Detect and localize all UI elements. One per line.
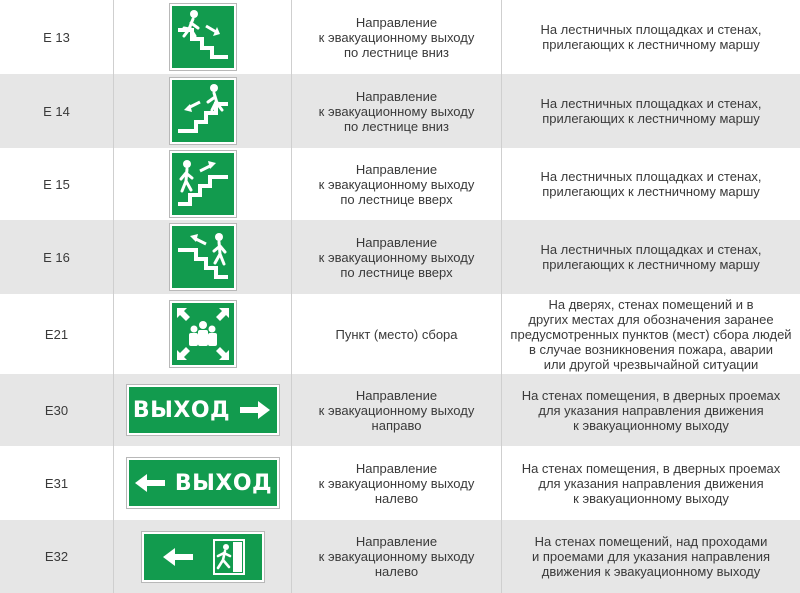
stairs-down-left-icon — [172, 80, 234, 142]
sign-name: Направление к эвакуационному выходу направо — [291, 374, 501, 446]
sign-placement: На лестничных площадках и стенах, прилегающих к лестничному маршу — [501, 220, 800, 294]
table-row — [0, 520, 800, 593]
arrow-left-icon — [161, 546, 195, 568]
stairs-up-left-icon — [172, 226, 234, 288]
sign-name: Направление к эвакуационному выходу по лестнице вниз — [291, 74, 501, 148]
sign-exit-text: ВЫХОД — [174, 470, 273, 496]
sign-exit-text: ВЫХОД — [132, 397, 231, 423]
arrow-left-icon — [133, 472, 167, 494]
sign-code: E 15 — [43, 176, 70, 192]
table-row — [0, 374, 800, 446]
arrow-right-icon — [238, 399, 272, 421]
sign-name: Направление к эвакуационному выходу по лестнице вниз — [291, 0, 501, 74]
table-row — [0, 446, 800, 520]
sign-code: E31 — [44, 475, 69, 491]
exit-stairs-down-right-sign — [170, 4, 236, 70]
exit-right-sign — [127, 385, 279, 435]
table-row — [0, 148, 800, 220]
sign-code: E 13 — [43, 29, 70, 45]
assembly-point-icon — [172, 303, 234, 365]
sign-code: E 14 — [43, 103, 70, 119]
sign-code: E 16 — [43, 249, 70, 265]
sign-name: Направление к эвакуационному выходу налево — [291, 446, 501, 520]
table-row — [0, 74, 800, 148]
sign-name: Направление к эвакуационному выходу по лестнице вверх — [291, 220, 501, 294]
sign-code: E21 — [44, 326, 69, 342]
exit-door-left-sign — [142, 532, 264, 582]
sign-code: E30 — [44, 402, 69, 418]
exit-left-sign — [127, 458, 279, 508]
table-row — [0, 0, 800, 74]
sign-placement: На лестничных площадках и стенах, прилегающих к лестничному маршу — [501, 148, 800, 220]
sign-placement: На лестничных площадках и стенах, прилегающих к лестничному маршу — [501, 74, 800, 148]
sign-name: Пункт (место) сбора — [291, 294, 501, 374]
stairs-down-right-icon — [172, 6, 234, 68]
sign-placement: На стенах помещения, в дверных проемах для указания направления движения к эвакуационному выходу — [501, 374, 800, 446]
sign-placement: На стенах помещений, над проходами и проемами для указания направления движения к эвакуационному выходу — [501, 520, 800, 593]
exit-stairs-down-left-sign — [170, 78, 236, 144]
stairs-up-right-icon — [172, 153, 234, 215]
sign-name: Направление к эвакуационному выходу по лестнице вверх — [291, 148, 501, 220]
sign-placement: На лестничных площадках и стенах, прилегающих к лестничному маршу — [501, 0, 800, 74]
table-row — [0, 294, 800, 374]
sign-code: E32 — [44, 549, 69, 564]
sign-name: Направление к эвакуационному выходу налево — [291, 520, 501, 593]
sign-placement: На дверях, стенах помещений и в других местах для обозначения заранее предусмотренных пунктов (мест) сбора людей в случае возникновения пожара, аварии или другой чрезвычайной ситуации — [501, 294, 800, 374]
exit-stairs-up-left-sign — [170, 224, 236, 290]
table-row — [0, 220, 800, 294]
assembly-point-sign — [170, 301, 236, 367]
exit-stairs-up-right-sign — [170, 151, 236, 217]
sign-placement: На стенах помещения, в дверных проемах для указания направления движения к эвакуационному выходу — [501, 446, 800, 520]
running-man-door-icon — [213, 539, 245, 575]
